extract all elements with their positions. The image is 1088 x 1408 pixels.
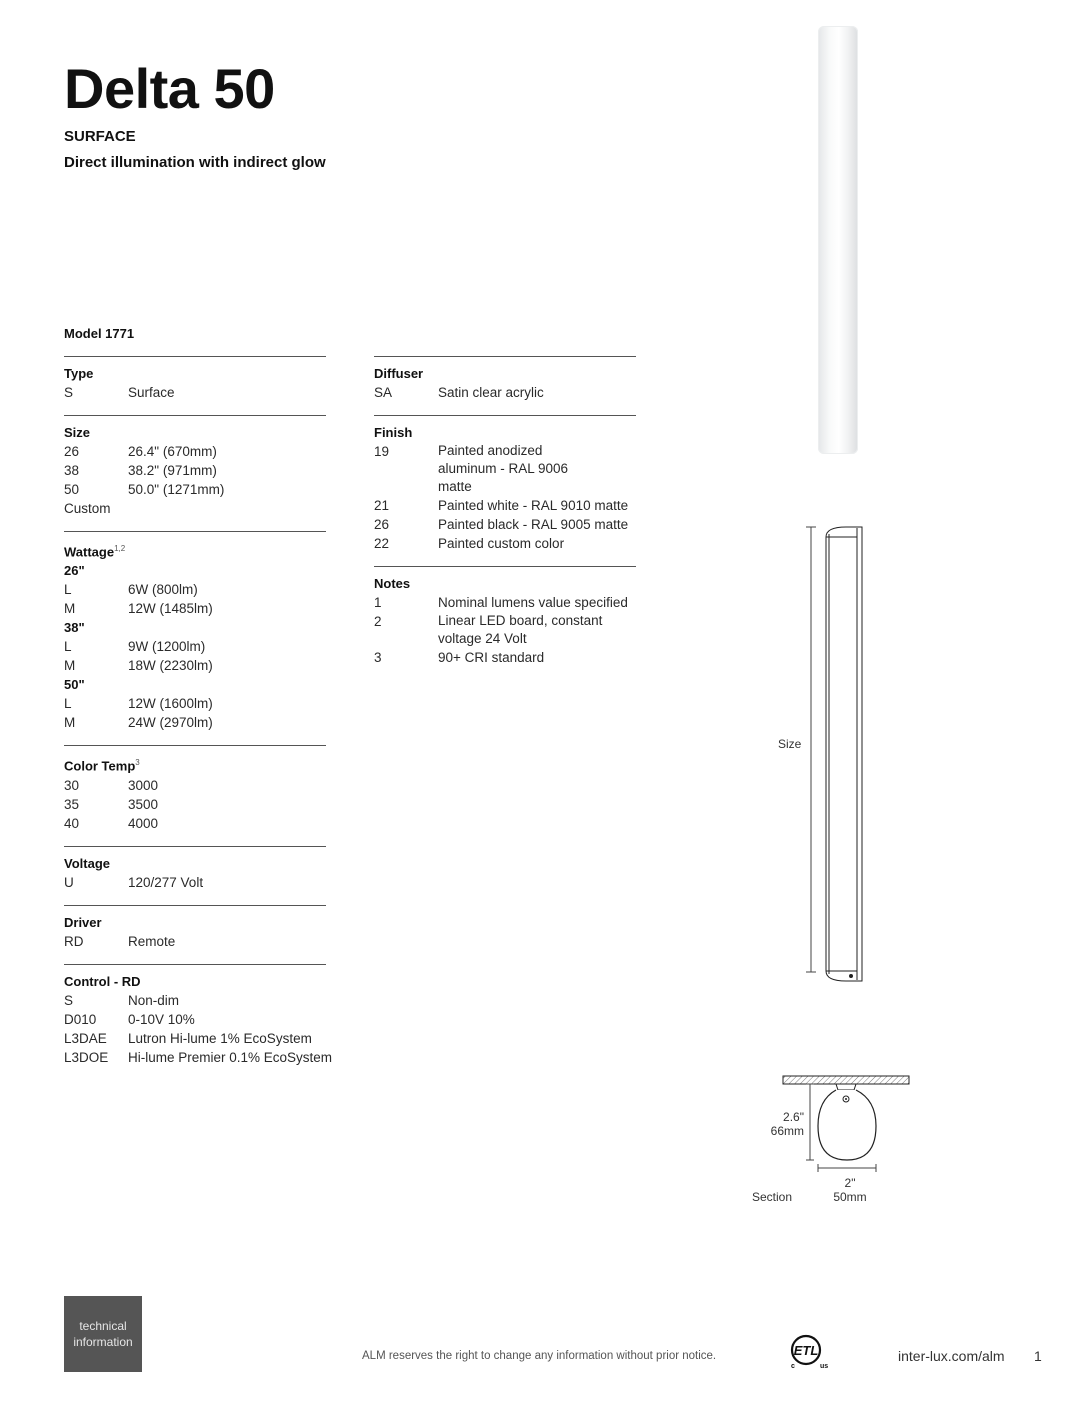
height-inches: 2.6" <box>783 1110 804 1124</box>
spec-code: 38 <box>64 463 80 478</box>
etl-certification-icon <box>786 1332 834 1372</box>
section-title: Diffuser <box>374 366 424 381</box>
section-title: Driver <box>64 914 102 930</box>
spec-code: 1 <box>374 595 382 610</box>
page-number: 1 <box>1034 1348 1042 1364</box>
spec-desc: Nominal lumens value specified <box>438 595 628 610</box>
spec-desc: Satin clear acrylic <box>438 385 544 400</box>
spec-desc: 26.4" (670mm) <box>128 444 217 459</box>
spec-code: L <box>64 639 72 655</box>
spec-code: L3DAE <box>64 1030 107 1046</box>
spec-code: 26 <box>64 444 80 459</box>
mount-type-heading: SURFACE <box>64 128 136 145</box>
spec-code: S <box>64 992 74 1008</box>
spec-desc: 9W (1200lm) <box>128 639 206 655</box>
spec-code: L3DOE <box>64 1049 109 1065</box>
spec-code: Custom <box>64 501 111 516</box>
spec-code: L <box>64 696 72 712</box>
spec-code: 40 <box>64 815 80 831</box>
spec-code: RD <box>64 933 84 949</box>
svg-text:ETL: ETL <box>793 1343 819 1358</box>
spec-desc: Linear LED board, constant voltage 24 Volt <box>438 613 603 646</box>
spec-desc: 18W (2230lm) <box>128 658 213 674</box>
width-dimension-label <box>820 1176 880 1204</box>
spec-code: 22 <box>374 536 390 551</box>
spec-desc: 6W (800lm) <box>128 582 198 598</box>
spec-desc: 38.2" (971mm) <box>128 463 217 478</box>
spec-desc: 50.0" (1271mm) <box>128 482 225 497</box>
badge-line-2: information <box>73 1335 133 1349</box>
spec-code: 3 <box>374 650 382 665</box>
spec-code: U <box>64 874 74 890</box>
section-title: Size <box>64 425 91 440</box>
wattage-group-label: 26" <box>64 563 85 579</box>
spec-desc: Painted black - RAL 9005 matte <box>438 517 629 532</box>
spec-code: 2 <box>374 614 382 629</box>
spec-desc: Painted custom color <box>438 536 565 551</box>
ceiling-hatch <box>783 1076 909 1084</box>
spec-desc: Lutron Hi-lume 1% EcoSystem <box>128 1030 312 1046</box>
footer-disclaimer: ALM reserves the right to change any information without prior notice. <box>362 1350 717 1362</box>
spec-desc: Non-dim <box>128 992 180 1008</box>
spec-code: M <box>64 658 76 674</box>
spec-code: M <box>64 715 76 731</box>
product-title: Delta 50 <box>64 57 275 120</box>
spec-code: 50 <box>64 482 80 497</box>
section-title-text: Wattage <box>64 544 115 560</box>
section-title: Notes <box>374 576 411 591</box>
height-mm: 66mm <box>770 1124 804 1138</box>
spec-desc: 120/277 Volt <box>128 874 204 890</box>
spec-desc: 4000 <box>128 815 159 831</box>
width-mm: 50mm <box>833 1190 867 1204</box>
spec-code: S <box>64 385 74 400</box>
spec-code: 35 <box>64 796 80 812</box>
spec-desc: Surface <box>128 385 175 400</box>
side-elevation-drawing <box>806 527 862 981</box>
spec-code: L <box>64 582 72 598</box>
model-number: Model 1771 <box>64 326 135 341</box>
section-drawing-label: Section <box>752 1190 793 1204</box>
spec-code: 26 <box>374 517 390 532</box>
badge-line-1: technical <box>79 1319 127 1333</box>
size-dimension-label: Size <box>778 737 802 751</box>
footer-website-link[interactable]: inter-lux.com/alm <box>898 1348 1005 1364</box>
spec-desc: 90+ CRI standard <box>438 650 545 665</box>
spec-code: D010 <box>64 1011 97 1027</box>
spec-code: SA <box>374 385 393 400</box>
spec-desc: Painted white - RAL 9010 matte <box>438 498 629 513</box>
section-title: Finish <box>374 425 413 440</box>
footnote-ref: 3 <box>135 758 140 768</box>
spec-code: 19 <box>374 444 390 459</box>
wattage-group-label: 50" <box>64 677 85 693</box>
section-title-text: Color Temp <box>64 758 136 774</box>
spec-desc: 12W (1600lm) <box>128 696 213 712</box>
section-title: Control - RD <box>64 973 141 989</box>
product-tagline: Direct illumination with indirect glow <box>64 154 326 171</box>
spec-desc: 3500 <box>128 796 159 812</box>
technical-information-badge <box>64 1296 142 1372</box>
section-title: Type <box>64 366 94 381</box>
spec-code: M <box>64 601 76 617</box>
height-dimension-label <box>770 1110 804 1138</box>
footnote-ref: 1,2 <box>114 544 126 553</box>
svg-text:us: us <box>820 1363 829 1370</box>
spec-desc: Hi-lume Premier 0.1% EcoSystem <box>128 1049 333 1065</box>
width-inches: 2" <box>844 1176 856 1190</box>
svg-text:c: c <box>791 1363 795 1370</box>
spec-code: 21 <box>374 498 390 513</box>
spec-desc: 24W (2970lm) <box>128 715 213 731</box>
spec-desc: 3000 <box>128 777 159 793</box>
spec-desc: Painted anodized aluminum - RAL 9006 matte <box>438 443 569 494</box>
section-title: Voltage <box>64 855 110 871</box>
spec-desc: Remote <box>128 933 176 949</box>
wattage-group-label: 38" <box>64 620 85 636</box>
spec-desc: 0-10V 10% <box>128 1011 195 1027</box>
spec-desc: 12W (1485lm) <box>128 601 213 617</box>
spec-code: 30 <box>64 777 80 793</box>
